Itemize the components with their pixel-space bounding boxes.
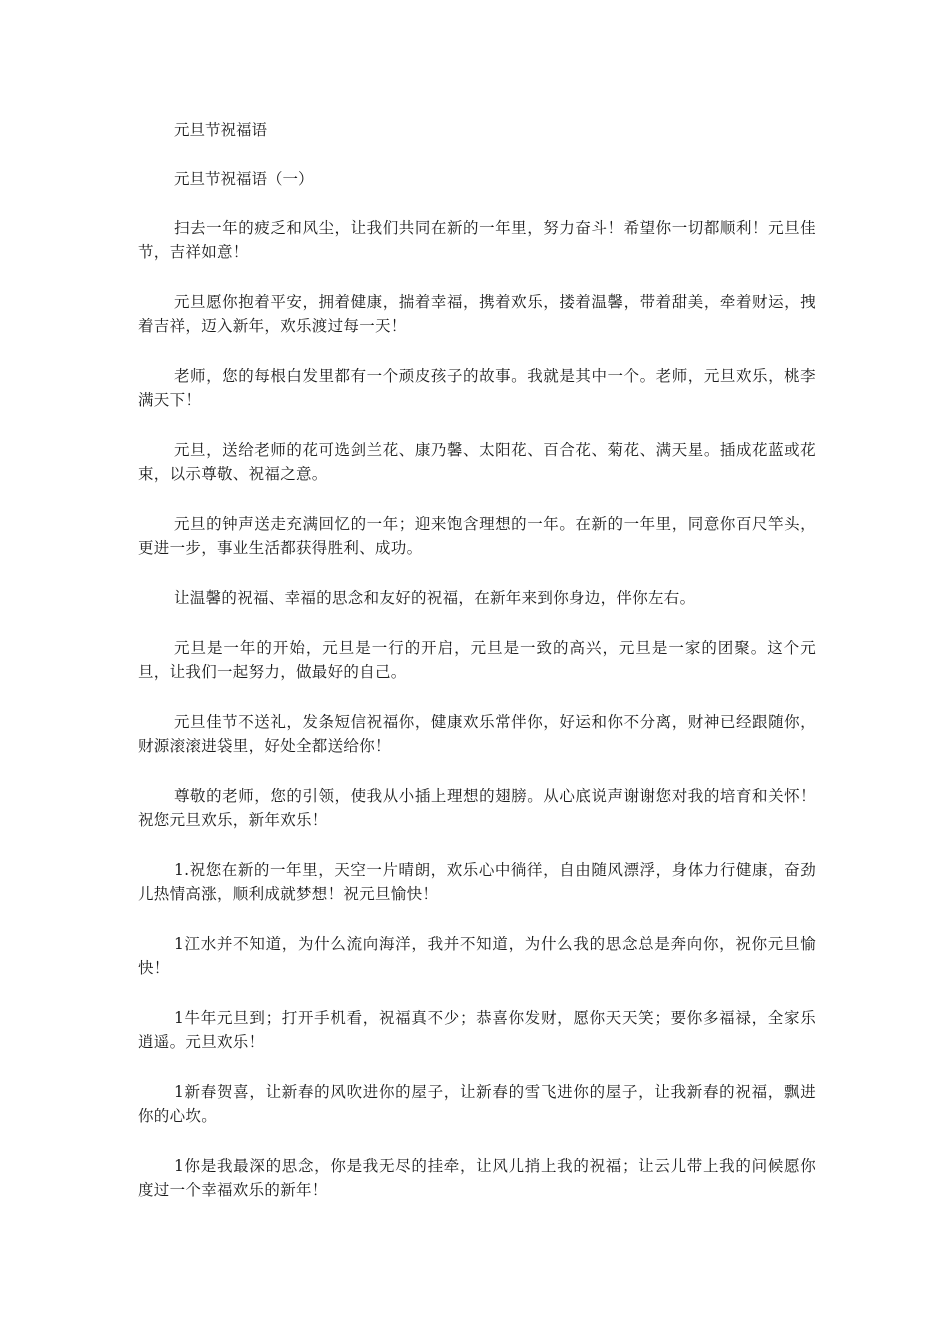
paragraph: 扫去一年的疲乏和风尘，让我们共同在新的一年里，努力奋斗！希望你一切都顺利！元旦佳节，吉祥如意！ <box>138 219 816 261</box>
document-subtitle: 元旦节祝福语（一） <box>174 170 314 188</box>
paragraph: 1江水并不知道，为什么流向海洋，我并不知道，为什么我的思念总是奔向你，祝你元旦愉快！ <box>138 935 816 977</box>
paragraph: 老师，您的每根白发里都有一个顽皮孩子的故事。我就是其中一个。老师，元旦欢乐，桃李满天下！ <box>138 367 816 409</box>
paragraph: 1新春贺喜，让新春的风吹进你的屋子，让新春的雪飞进你的屋子，让我新春的祝福，飘进你的心坎。 <box>138 1083 816 1125</box>
paragraph: 1.祝您在新的一年里，天空一片晴朗，欢乐心中徜徉，自由随风漂浮，身体力行健康，奋劲儿热情高涨，顺利成就梦想！祝元旦愉快！ <box>138 861 816 903</box>
paragraph: 元旦是一年的开始，元旦是一行的开启，元旦是一致的高兴，元旦是一家的团聚。这个元旦，让我们一起努力，做最好的自己。 <box>138 639 816 681</box>
paragraph: 元旦的钟声送走充满回忆的一年；迎来饱含理想的一年。在新的一年里，同意你百尺竿头，更进一步，事业生活都获得胜利、成功。 <box>138 515 816 557</box>
document-title: 元旦节祝福语 <box>174 121 268 139</box>
paragraph: 元旦，送给老师的花可选剑兰花、康乃馨、太阳花、百合花、菊花、满天星。插成花蓝或花束，以示尊敬、祝福之意。 <box>138 441 816 483</box>
paragraph: 尊敬的老师，您的引领，使我从小插上理想的翅膀。从心底说声谢谢您对我的培育和关怀！祝您元旦欢乐，新年欢乐！ <box>138 787 816 829</box>
paragraph: 元旦佳节不送礼，发条短信祝福你，健康欢乐常伴你，好运和你不分离，财神已经跟随你，财源滚滚进袋里，好处全都送给你！ <box>138 713 816 755</box>
document-body <box>138 118 816 1202</box>
paragraph: 元旦愿你抱着平安，拥着健康，揣着幸福，携着欢乐，搂着温馨，带着甜美，牵着财运，拽着吉祥，迈入新年，欢乐渡过每一天！ <box>138 293 816 335</box>
paragraph: 1你是我最深的思念，你是我无尽的挂牵，让风儿捎上我的祝福；让云儿带上我的问候愿你度过一个幸福欢乐的新年！ <box>138 1157 816 1199</box>
paragraph: 让温馨的祝福、幸福的思念和友好的祝福，在新年来到你身边，伴你左右。 <box>174 589 696 607</box>
paragraph: 1牛年元旦到；打开手机看，祝福真不少；恭喜你发财，愿你天天笑；要你多福禄，全家乐逍遥。元旦欢乐！ <box>138 1009 816 1051</box>
